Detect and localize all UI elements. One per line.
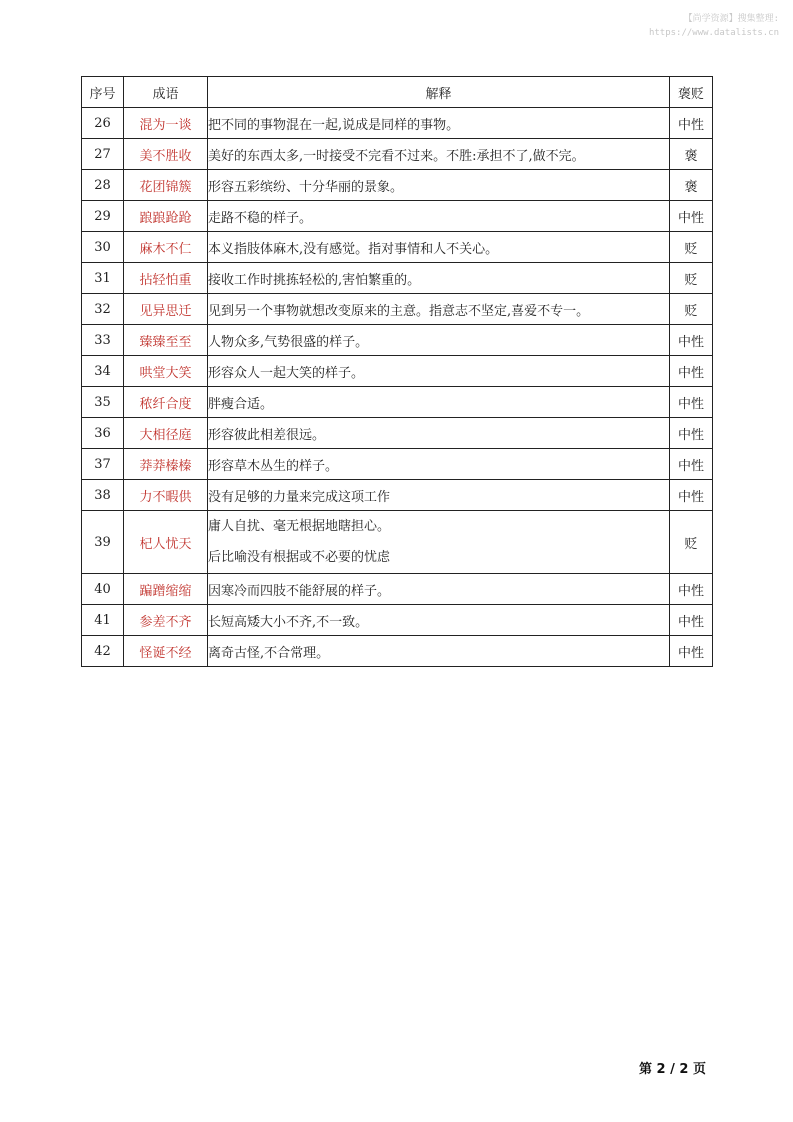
row-explanation (208, 170, 670, 201)
explanation-line: 接收工作时挑拣轻松的,害怕繁重的。 (208, 272, 421, 288)
row-tone: 褒 (670, 139, 713, 170)
table-row (82, 605, 713, 636)
row-idiom: 莽莽榛榛 (124, 449, 208, 480)
explanation-line: 人物众多,气势很盛的样子。 (208, 334, 369, 350)
row-explanation (208, 263, 670, 294)
row-idiom: 大相径庭 (124, 418, 208, 449)
table-row (82, 574, 713, 605)
row-explanation (208, 449, 670, 480)
row-explanation (208, 325, 670, 356)
table-row (82, 387, 713, 418)
table-row (82, 232, 713, 263)
row-idiom: 拈轻怕重 (124, 263, 208, 294)
row-tone: 中性 (670, 574, 713, 605)
idiom-table (81, 76, 713, 667)
explanation-line: 美好的东西太多,一时接受不完看不过来。不胜:承担不了,做不完。 (208, 148, 585, 164)
header-explanation: 解释 (208, 77, 670, 108)
table-row (82, 108, 713, 139)
table-header-row (82, 77, 713, 108)
watermark-title: 【尚学资源】搜集整理: (683, 14, 779, 24)
explanation-line: 形容五彩缤纷、十分华丽的景象。 (208, 179, 404, 195)
header-number: 序号 (82, 77, 124, 108)
row-tone: 贬 (670, 232, 713, 263)
table-row (82, 201, 713, 232)
table-row (82, 170, 713, 201)
row-tone: 中性 (670, 605, 713, 636)
row-explanation (208, 387, 670, 418)
row-explanation (208, 574, 670, 605)
row-number: 41 (82, 605, 124, 636)
table-row (82, 325, 713, 356)
row-number: 27 (82, 139, 124, 170)
table-body (82, 108, 713, 667)
explanation-line: 形容草木丛生的样子。 (208, 458, 339, 474)
row-tone: 中性 (670, 108, 713, 139)
row-idiom: 麻木不仁 (124, 232, 208, 263)
table-row (82, 418, 713, 449)
row-tone: 中性 (670, 480, 713, 511)
explanation-line: 因寒冷而四肢不能舒展的样子。 (208, 583, 391, 599)
row-idiom: 花团锦簇 (124, 170, 208, 201)
explanation-line: 见到另一个事物就想改变原来的主意。指意志不坚定,喜爱不专一。 (208, 303, 590, 319)
row-number: 42 (82, 636, 124, 667)
row-number: 37 (82, 449, 124, 480)
explanation-line: 后比喻没有根据或不必要的忧虑 (208, 550, 391, 565)
table-row (82, 263, 713, 294)
row-idiom: 美不胜收 (124, 139, 208, 170)
row-tone: 贬 (670, 263, 713, 294)
table-row (82, 480, 713, 511)
row-explanation (208, 356, 670, 387)
header-idiom: 成语 (124, 77, 208, 108)
row-tone: 中性 (670, 201, 713, 232)
page-number: 第 2 / 2 页 (639, 1062, 706, 1077)
table-row (82, 356, 713, 387)
explanation-line: 庸人自扰、毫无根据地瞎担心。 (208, 519, 391, 534)
explanation-line: 离奇古怪,不合常理。 (208, 645, 330, 661)
row-explanation (208, 201, 670, 232)
row-number: 28 (82, 170, 124, 201)
row-explanation (208, 294, 670, 325)
row-tone: 贬 (670, 511, 713, 574)
explanation-line: 长短高矮大小不齐,不一致。 (208, 614, 369, 630)
row-number: 31 (82, 263, 124, 294)
explanation-line: 本义指肢体麻木,没有感觉。指对事情和人不关心。 (208, 241, 499, 257)
row-idiom: 蹁蹭缩缩 (124, 574, 208, 605)
row-explanation (208, 108, 670, 139)
row-number: 29 (82, 201, 124, 232)
row-number: 38 (82, 480, 124, 511)
explanation-line: 没有足够的力量来完成这项工作 (208, 489, 391, 505)
explanation-line: 形容彼此相差很远。 (208, 427, 326, 443)
table-row (82, 636, 713, 667)
row-idiom: 踉踉跄跄 (124, 201, 208, 232)
row-number: 39 (82, 511, 124, 574)
watermark (649, 12, 779, 40)
row-explanation (208, 605, 670, 636)
row-idiom: 哄堂大笑 (124, 356, 208, 387)
table-row (82, 294, 713, 325)
row-idiom: 参差不齐 (124, 605, 208, 636)
row-number: 32 (82, 294, 124, 325)
table-row (82, 139, 713, 170)
row-tone: 中性 (670, 356, 713, 387)
row-number: 34 (82, 356, 124, 387)
row-tone: 中性 (670, 387, 713, 418)
header-tone: 褒贬 (670, 77, 713, 108)
row-explanation (208, 418, 670, 449)
explanation-line: 形容众人一起大笑的样子。 (208, 365, 365, 381)
row-number: 26 (82, 108, 124, 139)
row-tone: 中性 (670, 325, 713, 356)
row-number: 33 (82, 325, 124, 356)
row-tone: 中性 (670, 449, 713, 480)
row-number: 36 (82, 418, 124, 449)
row-number: 30 (82, 232, 124, 263)
explanation-line: 胖瘦合适。 (208, 396, 274, 412)
row-number: 35 (82, 387, 124, 418)
table-row (82, 511, 713, 574)
explanation-line: 走路不稳的样子。 (208, 210, 313, 226)
row-idiom: 秾纤合度 (124, 387, 208, 418)
row-number: 40 (82, 574, 124, 605)
row-explanation (208, 232, 670, 263)
row-explanation (208, 511, 670, 574)
row-idiom: 见异思迁 (124, 294, 208, 325)
explanation-line: 把不同的事物混在一起,说成是同样的事物。 (208, 117, 460, 133)
row-idiom: 力不暇供 (124, 480, 208, 511)
row-idiom: 臻臻至至 (124, 325, 208, 356)
row-idiom: 混为一谈 (124, 108, 208, 139)
row-tone: 中性 (670, 636, 713, 667)
row-tone: 贬 (670, 294, 713, 325)
row-tone: 褒 (670, 170, 713, 201)
row-idiom: 怪诞不经 (124, 636, 208, 667)
watermark-url: https://www.datalists.cn (648, 28, 779, 38)
row-explanation (208, 480, 670, 511)
row-tone: 中性 (670, 418, 713, 449)
table-row (82, 449, 713, 480)
row-idiom: 杞人忧天 (124, 511, 208, 574)
row-explanation (208, 139, 670, 170)
row-explanation (208, 636, 670, 667)
